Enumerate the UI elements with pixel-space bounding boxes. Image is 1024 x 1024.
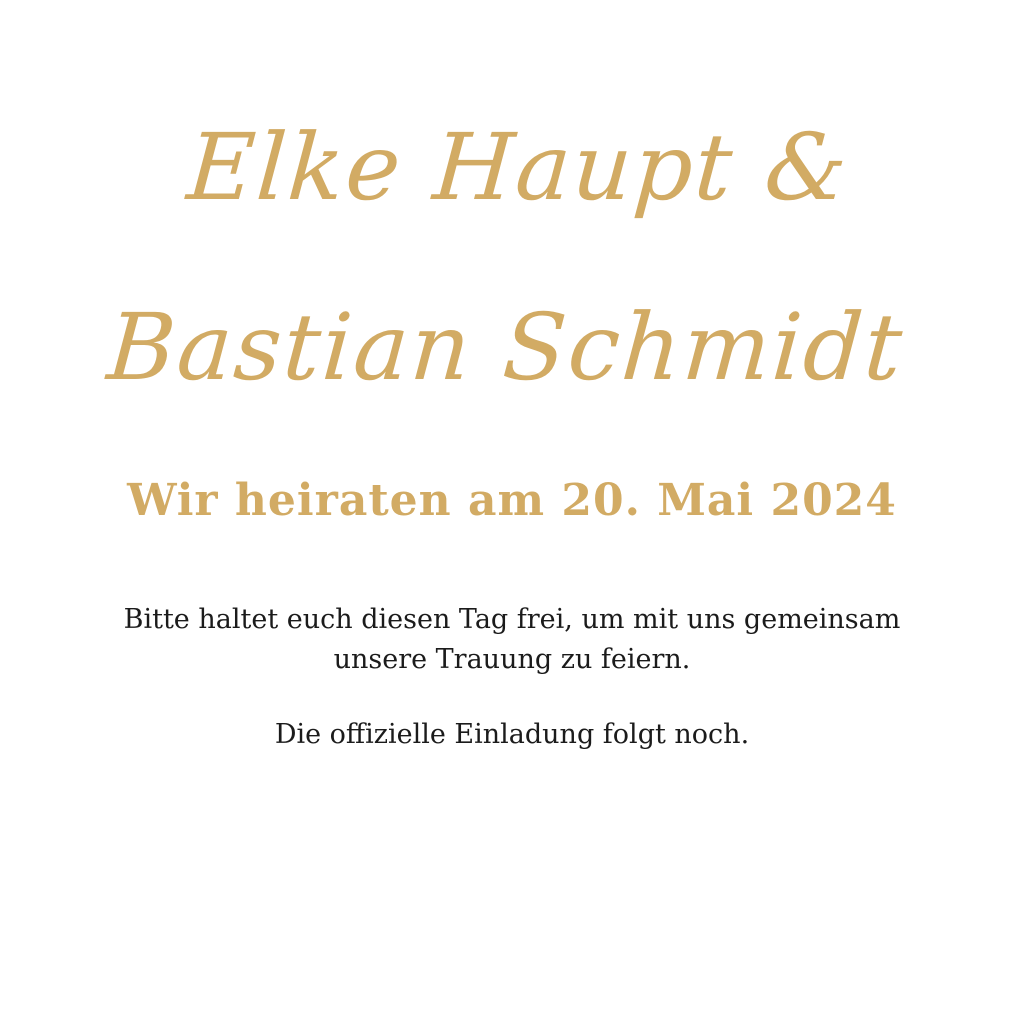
couple-name-line2: Bastian Schmidt — [104, 294, 908, 401]
wedding-date-headline: Wir heiraten am 20. Mai 2024 — [127, 475, 897, 526]
message-line3: Die offizielle Einladung folgt noch. — [274, 719, 750, 750]
message-line2: unsere Trauung zu feiern. — [333, 644, 691, 675]
couple-names — [0, 78, 1024, 438]
message-line1: Bitte haltet euch diesen Tag frei, um mit uns gemeinsam — [123, 604, 901, 635]
invitation-message — [0, 600, 1024, 755]
couple-name-line1: Elke Haupt & — [183, 114, 853, 221]
